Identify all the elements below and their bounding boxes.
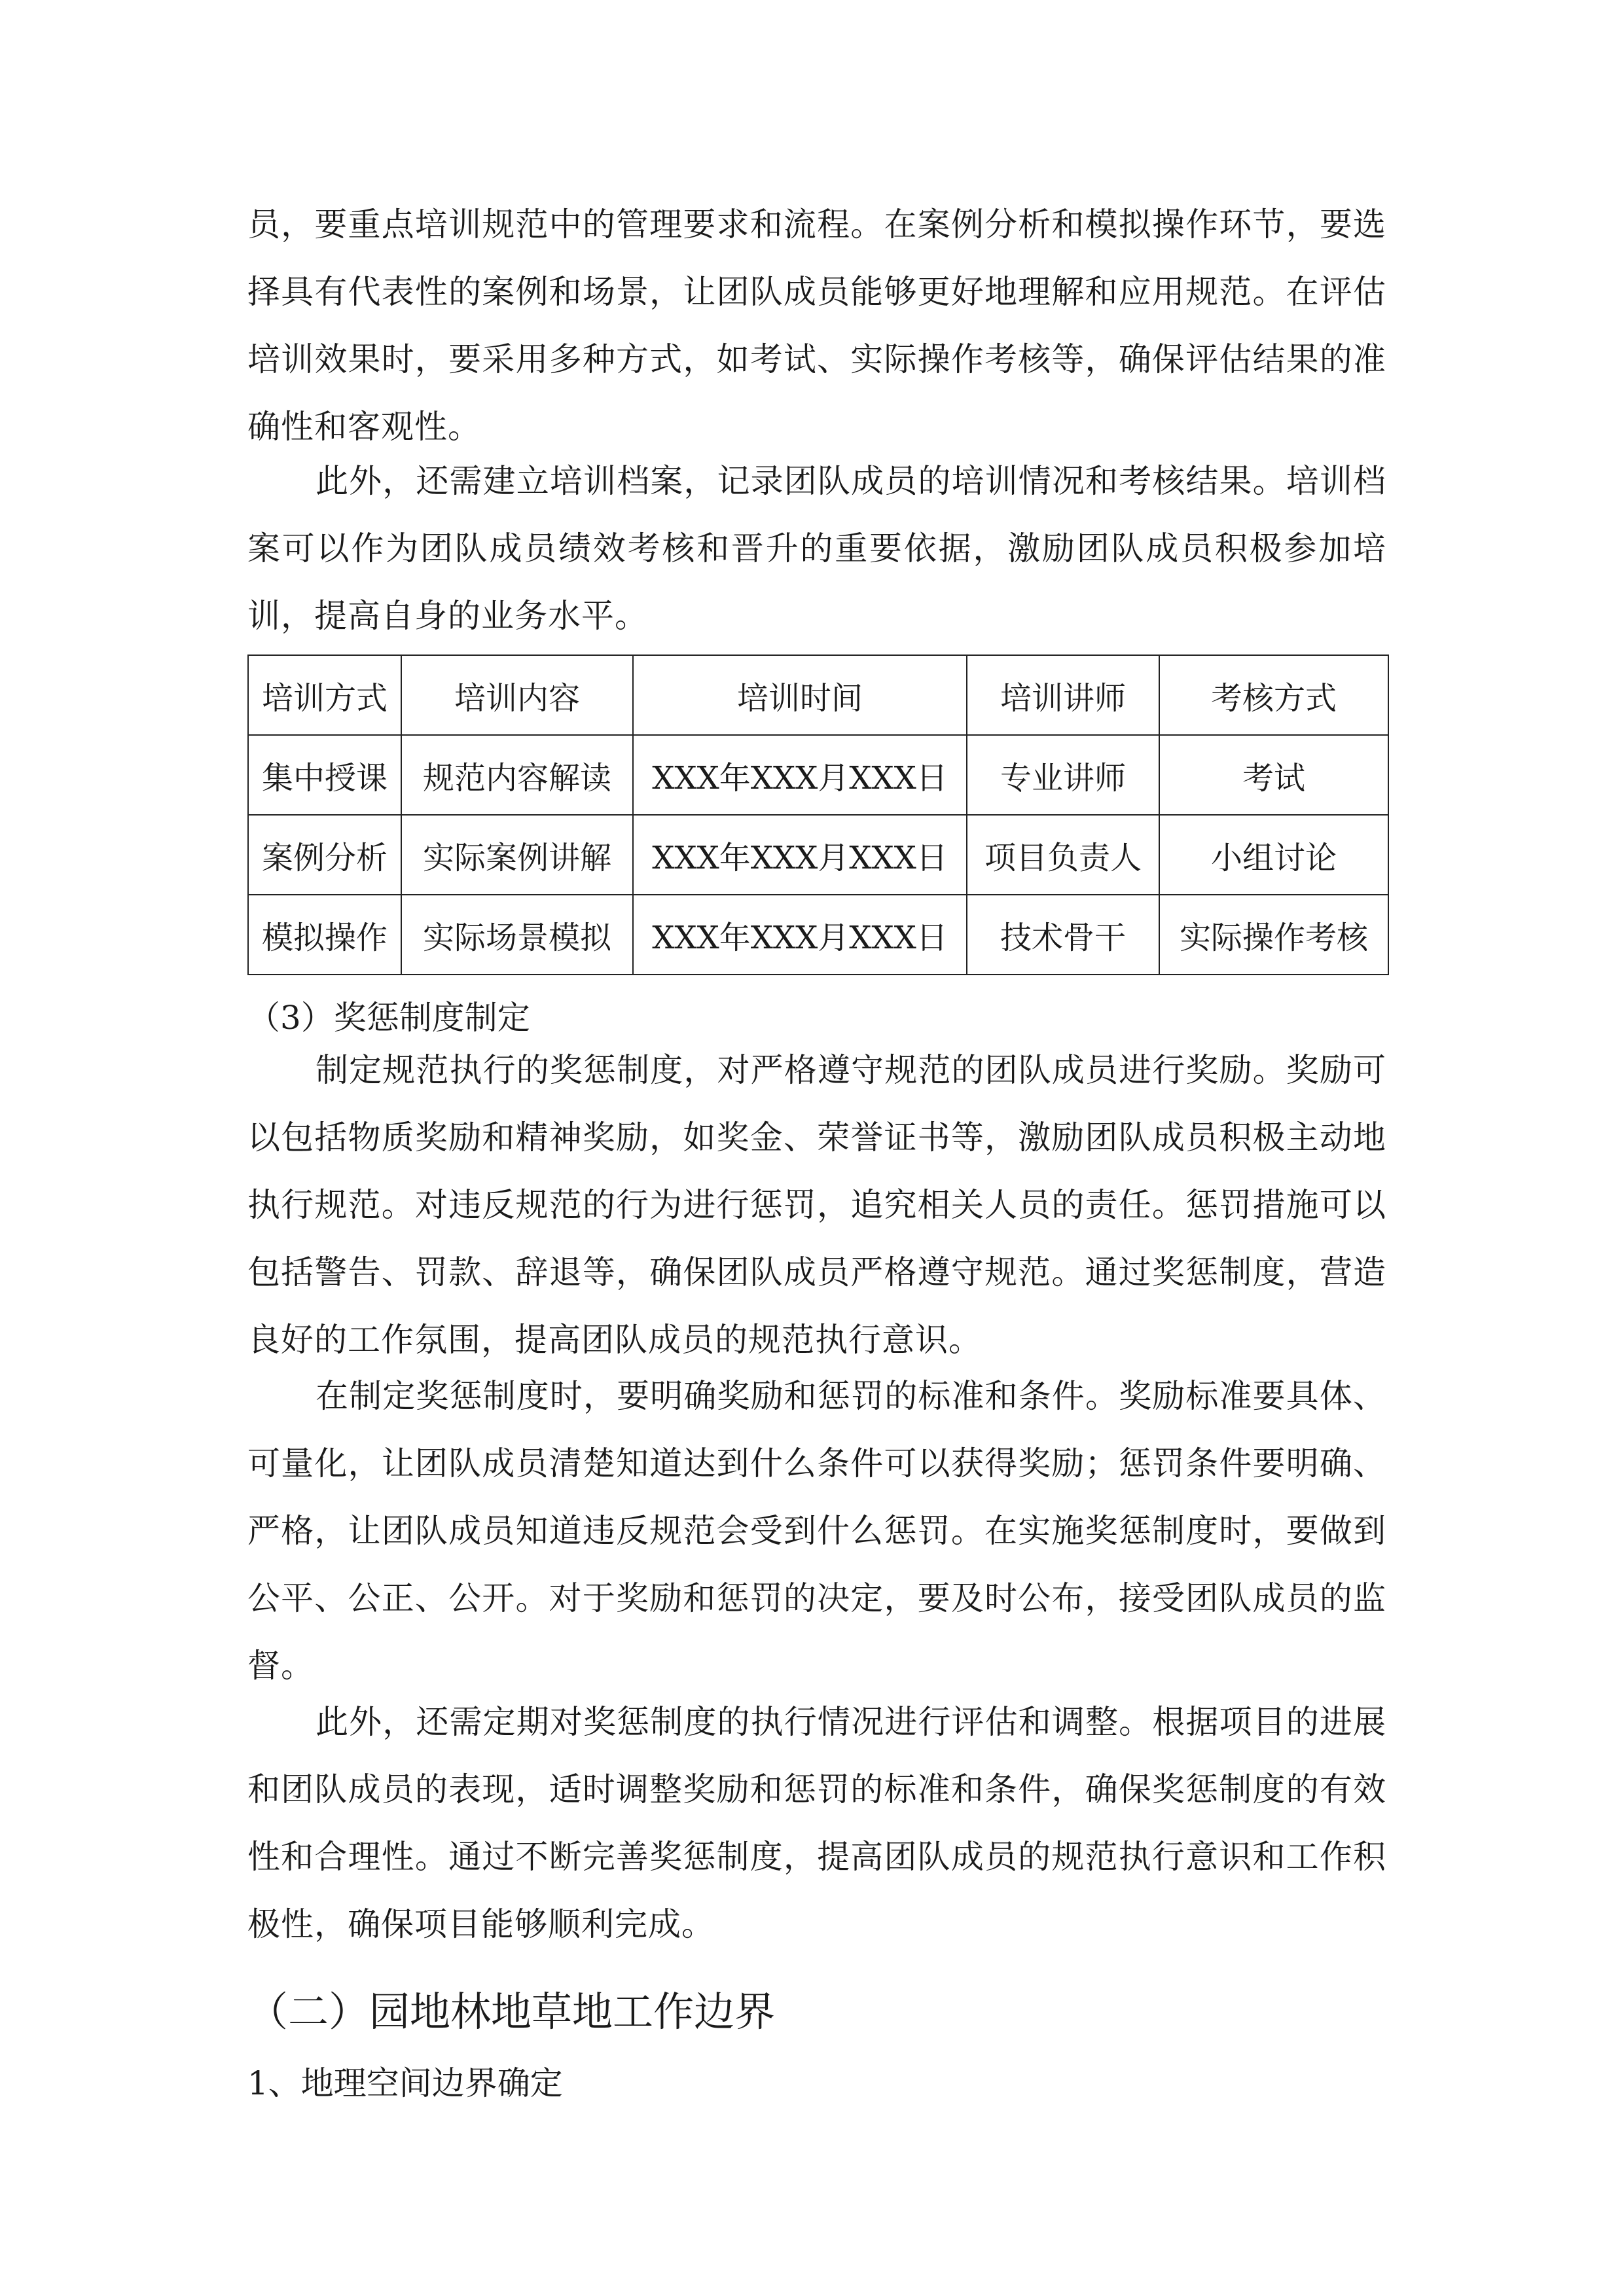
paragraph-reward-system: 制定规范执行的奖惩制度，对严格遵守规范的团队成员进行奖励。奖励可以包括物质奖励和精神奖励，如奖金、荣誉证书等，激励团队成员积极主动地执行规范。对违反规范的行为进行惩罚，追究相关人员的责任。惩罚措施可以包括警告、罚款、辞退等，确保团队成员严格遵守规范。通过奖惩制度，营造良好的工作氛围，提高团队成员的规范执行意识。: [247, 1051, 1386, 1359]
table-row: [248, 895, 1388, 975]
table-cell: 小组讨论: [1159, 815, 1388, 895]
table-cell: 实际案例讲解: [401, 815, 633, 895]
table-cell: 模拟操作: [248, 895, 401, 975]
table-cell: 考试: [1159, 735, 1388, 815]
paragraph-training-content: 员，要重点培训规范中的管理要求和流程。在案例分析和模拟操作环节，要选择具有代表性的案例和场景，让团队成员能够更好地理解和应用规范。在评估培训效果时，要采用多种方式，如考试、实际操作考核等，确保评估结果的准确性和客观性。: [247, 206, 1386, 446]
table-header-row: [248, 655, 1388, 735]
table-cell: 实际操作考核: [1159, 895, 1388, 975]
header-cell: 培训讲师: [967, 655, 1159, 735]
table-cell: 项目负责人: [967, 815, 1159, 895]
table-row: [248, 735, 1388, 815]
section-heading: （二）园地林地草地工作边界: [247, 1988, 776, 2036]
table-cell: 案例分析: [248, 815, 401, 895]
table-cell: XXX年XXX月XXX日: [633, 735, 967, 815]
table-cell: 集中授课: [248, 735, 401, 815]
paragraph-reward-standards: 在制定奖惩制度时，要明确奖励和惩罚的标准和条件。奖励标准要具体、可量化，让团队成员清楚知道达到什么条件可以获得奖励；惩罚条件要明确、严格，让团队成员知道违反规范会受到什么惩罚。在实施奖惩制度时，要做到公平、公正、公开。对于奖励和惩罚的决定，要及时公布，接受团队成员的监督。: [247, 1377, 1386, 1685]
header-cell: 培训内容: [401, 655, 633, 735]
table-cell: XXX年XXX月XXX日: [633, 895, 967, 975]
table-cell: 技术骨干: [967, 895, 1159, 975]
training-table: [247, 655, 1389, 975]
subheading-geo-boundary: 1、地理空间边界确定: [247, 2064, 563, 2102]
table-cell: 专业讲师: [967, 735, 1159, 815]
table-row: [248, 815, 1388, 895]
paragraph-reward-evaluation: 此外，还需定期对奖惩制度的执行情况进行评估和调整。根据项目的进展和团队成员的表现，适时调整奖励和惩罚的标准和条件，确保奖惩制度的有效性和合理性。通过不断完善奖惩制度，提高团队成员的规范执行意识和工作积极性，确保项目能够顺利完成。: [247, 1703, 1386, 1943]
paragraph-training-archive: 此外，还需建立培训档案，记录团队成员的培训情况和考核结果。培训档案可以作为团队成员绩效考核和晋升的重要依据，激励团队成员积极参加培训，提高自身的业务水平。: [247, 462, 1386, 635]
header-cell: 培训方式: [248, 655, 401, 735]
subheading-reward-punishment: （3）奖惩制度制定: [247, 999, 530, 1037]
header-cell: 考核方式: [1159, 655, 1388, 735]
table-cell: XXX年XXX月XXX日: [633, 815, 967, 895]
table-cell: 规范内容解读: [401, 735, 633, 815]
header-cell: 培训时间: [633, 655, 967, 735]
table-cell: 实际场景模拟: [401, 895, 633, 975]
